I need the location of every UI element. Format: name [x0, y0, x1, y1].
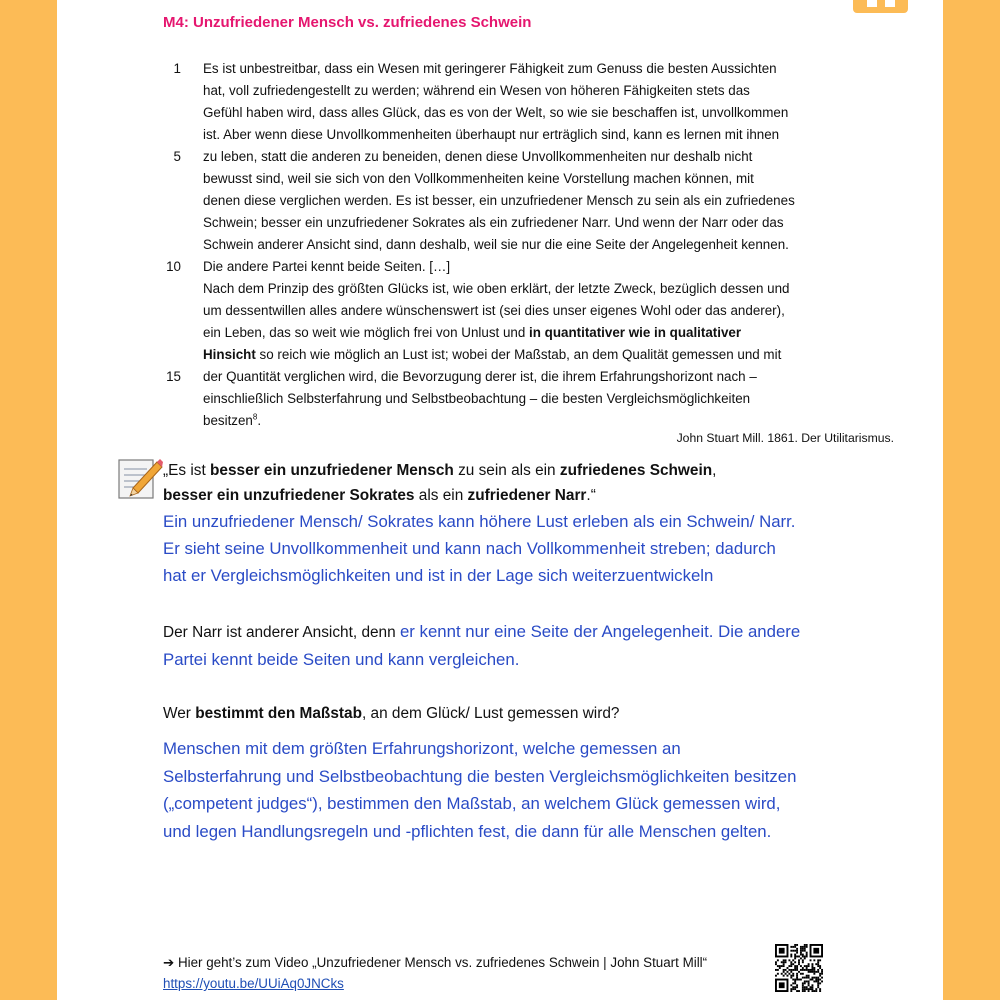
text-span: um dessentwillen alles andere wünschenswert ist (sei dies unser eigenes Wohl oder das anderer),	[203, 303, 785, 318]
bold-text: bestimmt den Maßstab	[195, 705, 362, 722]
answer-line: Er sieht seine Unvollkommenheit und kann nach Vollkommenheit streben; dadurch	[163, 539, 776, 558]
text-span: so reich wie möglich an Lust ist; wobei der Maßstab, an dem Qualität gemessen und mit	[255, 347, 782, 362]
text-span: Nach dem Prinzip des größten Glücks ist, wie oben erklärt, der letzte Zweck, bezüglich dessen und	[203, 281, 790, 296]
text-span: .“	[586, 487, 596, 504]
quote-line	[163, 483, 853, 508]
text-span: ist. Aber wenn diese Unvollkommenheiten überhaupt nur erträglich sind, kann es lernen mit ihnen	[203, 127, 780, 142]
answer-line: Ein unzufriedener Mensch/ Sokrates kann höhere Lust erleben als ein Schwein/ Narr.	[163, 512, 796, 531]
text-line	[163, 388, 843, 410]
text-span: als ein	[414, 487, 468, 504]
text-line	[163, 124, 843, 146]
footnote-marker: 8	[252, 412, 258, 422]
text-span: Gefühl haben wird, dass alles Glück, das es von der Welt, so wie sie beschaffen ist, unvollkommen	[203, 105, 789, 120]
text-line	[163, 366, 843, 388]
page-title: M4: Unzufriedener Mensch vs. zufriedenes Schwein	[163, 14, 532, 31]
line-number: 5	[173, 149, 181, 164]
text-span: der Quantität verglichen wird, die Bevorzugung derer ist, die ihrem Erfahrungshorizont nach –	[203, 369, 757, 384]
source-text	[163, 58, 843, 432]
line-text	[203, 58, 777, 80]
line-text	[203, 344, 781, 366]
text-line	[163, 212, 843, 234]
line-text	[203, 190, 795, 212]
line-text	[203, 124, 779, 146]
text-span: ein Leben, das so weit wie möglich frei von Unlust und	[203, 325, 530, 340]
text-span: Wer	[163, 705, 196, 722]
text-span: Es ist unbestreitbar, dass ein Wesen mit geringerer Fähigkeit zum Genuss die besten Aussichten	[203, 61, 777, 76]
bold-text: besser ein unzufriedener Mensch	[210, 462, 454, 479]
answer-line: Menschen mit dem größten Erfahrungshorizont, welche gemessen an	[163, 739, 681, 758]
pencil-icon	[117, 456, 163, 502]
narr-prefix: Der Narr ist anderer Ansicht, denn	[163, 624, 400, 641]
line-text	[203, 80, 750, 102]
text-span: Schwein anderer Ansicht sind, dann deshalb, weil sie nur die eine Seite der Angelegenheit kennen.	[203, 237, 789, 252]
answer-block-3	[163, 735, 853, 845]
text-span: denen diese verglichen werden. Es ist besser, ein unzufriedener Mensch zu sein als ein zufriedenes	[203, 193, 795, 208]
line-text	[203, 212, 784, 234]
video-footer	[163, 952, 707, 994]
bold-text: in quantitativer wie in qualitativer	[529, 325, 742, 340]
text-span: besitzen	[203, 413, 253, 428]
text-span: .	[257, 413, 262, 428]
line-text	[203, 256, 450, 278]
line-text	[203, 388, 750, 410]
line-text	[203, 366, 757, 388]
qr-code-icon	[775, 944, 823, 992]
answer-line: („competent judges“), bestimmen den Maßstab, an welchem Glück gemessen wird,	[163, 794, 781, 813]
bold-text: zufriedenes Schwein	[559, 462, 713, 479]
citation: John Stuart Mill. 1861. Der Utilitarismus.	[676, 431, 894, 445]
quote-line	[163, 458, 853, 483]
answer-block-1	[163, 508, 853, 589]
narr-statement	[163, 618, 800, 674]
line-text	[203, 234, 789, 256]
bold-text: Hinsicht	[203, 347, 256, 362]
line-number: 10	[166, 259, 181, 274]
text-line	[163, 410, 843, 432]
bold-text: zufriedener Narr	[467, 487, 587, 504]
text-line	[163, 168, 843, 190]
text-span: einschließlich Selbsterfahrung und Selbstbeobachtung – die besten Vergleichsmöglichkeiten	[203, 391, 751, 406]
line-number: 15	[166, 369, 181, 384]
line-number: 1	[173, 61, 181, 76]
text-span: Schwein; besser ein unzufriedener Sokrates als ein zufriedener Narr. Und wenn der Narr oder das	[203, 215, 784, 230]
text-line	[163, 300, 843, 322]
text-line	[163, 344, 843, 366]
line-text	[203, 300, 785, 322]
logo-icon	[853, 0, 908, 13]
text-line	[163, 58, 843, 80]
answer-line: hat er Vergleichsmöglichkeiten und ist in der Lage sich weiterzuentwickeln	[163, 566, 714, 585]
text-line	[163, 278, 843, 300]
text-span: ,	[712, 462, 717, 479]
answer-line: und legen Handlungsregeln und -pflichten fest, die dann für alle Menschen gelten.	[163, 821, 772, 841]
text-line	[163, 234, 843, 256]
video-hint: ➔ Hier geht’s zum Video „Unzufriedener Mensch vs. zufriedenes Schwein | John Stuart Mill“	[163, 955, 708, 970]
line-text	[203, 410, 261, 432]
text-line	[163, 146, 843, 168]
line-text	[203, 278, 790, 300]
narr-answer-line1: er kennt nur eine Seite der Angelegenheit. Die andere	[399, 622, 801, 641]
text-span: Die andere Partei kennt beide Seiten. […]	[203, 259, 451, 274]
text-span: zu sein als ein	[453, 462, 560, 479]
bold-text: besser ein unzufriedener Sokrates	[163, 487, 415, 504]
question-text	[163, 705, 619, 723]
text-line	[163, 80, 843, 102]
line-text	[203, 322, 741, 344]
text-span: hat, voll zufriedengestellt zu werden; während ein Wesen von höheren Fähigkeiten stets das	[203, 83, 750, 98]
video-link[interactable]: https://youtu.be/UUiAq0JNCks	[163, 976, 344, 991]
line-text	[203, 168, 754, 190]
line-text	[203, 102, 788, 124]
text-line	[163, 190, 843, 212]
text-line	[163, 256, 843, 278]
narr-answer-line2: Partei kennt beide Seiten und kann vergleichen.	[163, 650, 520, 669]
text-span: „Es ist	[163, 462, 211, 479]
answer-line: Selbsterfahrung und Selbstbeobachtung die besten Vergleichsmöglichkeiten besitzen	[163, 766, 797, 786]
text-span: bewusst sind, weil sie sich von den Vollkommenheiten keine Vorstellung machen können, mit	[203, 171, 754, 186]
text-line	[163, 322, 843, 344]
line-text	[203, 146, 752, 168]
mill-quote	[163, 458, 853, 508]
text-span: , an dem Glück/ Lust gemessen wird?	[361, 705, 620, 722]
text-line	[163, 102, 843, 124]
text-span: zu leben, statt die anderen zu beneiden, denen diese Unvollkommenheiten nur deshalb nicht	[203, 149, 753, 164]
